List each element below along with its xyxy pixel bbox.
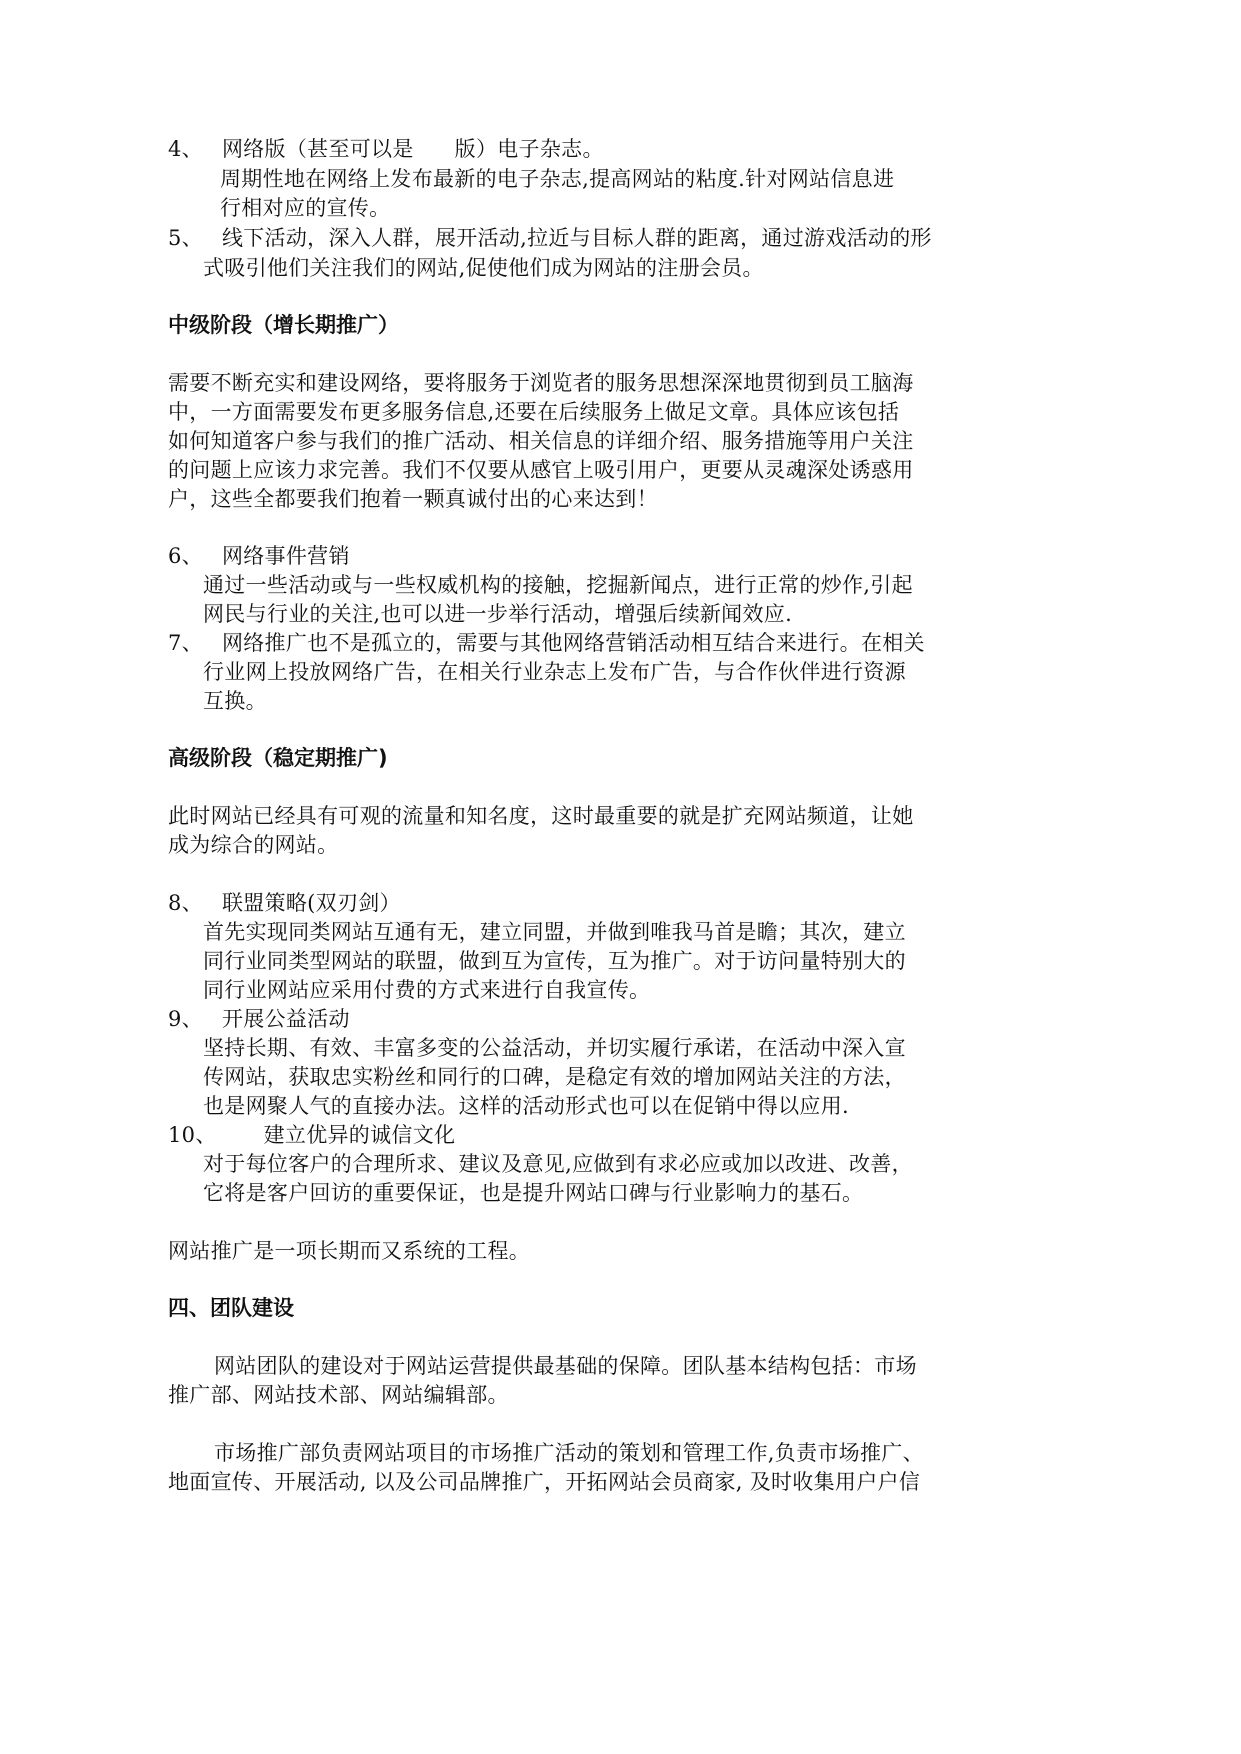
item-9-title: 开展公益活动 (221, 1007, 350, 1031)
high-para-line-2: 成为综合的网站。 (168, 833, 339, 857)
item-8-desc-line-2: 同行业同类型网站的联盟，做到互为宣传，互为推广。对于访问量特别大的 (203, 949, 906, 973)
item-7-line-1 (168, 628, 925, 658)
mid-para-line-5: 户，这些全都要我们抱着一颗真诚付出的心来达到！ (168, 487, 658, 511)
item-4-desc-line-2: 行相对应的宣传。 (220, 196, 391, 220)
item-5-line-2: 式吸引他们关注我们的网站,促使他们成为网站的注册会员。 (203, 256, 764, 280)
item-10-desc-line-1: 对于每位客户的合理所求、建议及意见,应做到有求必应或加以改进、改善， (203, 1152, 913, 1176)
item-9-desc-line-1: 坚持长期、有效、丰富多变的公益活动，并切实履行承诺，在活动中深入宣 (203, 1036, 906, 1060)
team-para1-line-1: 网站团队的建设对于网站运营提供最基础的保障。团队基本结构包括：市场 (214, 1354, 917, 1378)
item-10-title: 建立优异的诚信文化 (263, 1123, 456, 1147)
item-7-text-line-1: 网络推广也不是孤立的，需要与其他网络营销活动相互结合来进行。在相关 (221, 631, 925, 655)
mid-para-line-2: 中，一方面需要发布更多服务信息,还要在后续服务上做足文章。具体应该包括 (168, 400, 900, 424)
summary-text: 网站推广是一项长期而又系统的工程。 (168, 1239, 531, 1263)
team-para1-line-2: 推广部、网站技术部、网站编辑部。 (168, 1383, 509, 1407)
item-4-title-part2: 版）电子杂志。 (454, 137, 604, 161)
item-7-number: 7、 (168, 631, 203, 655)
item-4-title-part1: 网络版（甚至可以是 (221, 137, 414, 161)
item-4-desc-line-1: 周期性地在网络上发布最新的电子杂志,提高网站的粘度.针对网站信息进 (220, 167, 895, 191)
item-9-desc-line-2: 传网站，获取忠实粉丝和同行的口碑，是稳定有效的增加网站关注的方法， (203, 1065, 906, 1089)
team-para2-line-2: 地面宣传、开展活动, 以及公司品牌推广，开拓网站会员商家, 及时收集用户户信 (168, 1470, 921, 1494)
item-7-line-2: 行业网上投放网络广告，在相关行业杂志上发布广告，与合作伙伴进行资源 (203, 660, 906, 684)
item-8-number: 8、 (168, 891, 203, 915)
section-heading-team: 四、团队建设 (168, 1296, 294, 1320)
item-6-number: 6、 (168, 544, 203, 568)
item-6-title: 网络事件营销 (221, 544, 350, 568)
item-5-number: 5、 (168, 226, 203, 250)
item-8-desc-line-1: 首先实现同类网站互通有无，建立同盟，并做到唯我马首是瞻；其次，建立 (203, 920, 906, 944)
item-7-line-3: 互换。 (203, 689, 267, 713)
item-10-title-line (168, 1120, 455, 1150)
item-6-desc-line-1: 通过一些活动或与一些权威机构的接触，挖掘新闻点，进行正常的炒作,引起 (203, 573, 913, 597)
item-4-number: 4、 (168, 137, 203, 161)
item-8-desc-line-3: 同行业网站应采用付费的方式来进行自我宣传。 (203, 978, 651, 1002)
team-para2-line-1: 市场推广部负责网站项目的市场推广活动的策划和管理工作,负责市场推广、 (214, 1441, 924, 1465)
mid-para-line-3: 如何知道客户参与我们的推广活动、相关信息的详细介绍、服务措施等用户关注 (168, 429, 914, 453)
item-5-text-line-1: 线下活动，深入人群，展开活动,拉近与目标人群的距离，通过游戏活动的形 (221, 226, 932, 250)
high-para-line-1: 此时网站已经具有可观的流量和知名度，这时最重要的就是扩充网站频道，让她 (168, 804, 914, 828)
item-8-title: 联盟策略(双刃剑） (221, 891, 401, 915)
item-6-title-line (168, 541, 350, 571)
mid-para-line-4: 的问题上应该力求完善。我们不仅要从感官上吸引用户，更要从灵魂深处诱惑用 (168, 458, 914, 482)
item-10-desc-line-2: 它将是客户回访的重要保证，也是提升网站口碑与行业影响力的基石。 (203, 1181, 864, 1205)
item-9-number: 9、 (168, 1007, 203, 1031)
item-9-desc-line-3: 也是网聚人气的直接办法。这样的活动形式也可以在促销中得以应用. (203, 1094, 849, 1118)
mid-para-line-1: 需要不断充实和建设网络，要将服务于浏览者的服务思想深深地贯彻到员工脑海 (168, 371, 914, 395)
item-9-title-line (168, 1004, 350, 1034)
section-heading-high-stage: 高级阶段（稳定期推广) (168, 746, 388, 770)
item-5-line-1 (168, 223, 932, 253)
item-6-desc-line-2: 网民与行业的关注,也可以进一步举行活动，增强后续新闻效应. (203, 602, 793, 626)
item-10-number: 10、 (168, 1123, 217, 1147)
section-heading-mid-stage: 中级阶段（增长期推广） (168, 313, 399, 337)
item-8-title-line (168, 888, 401, 918)
item-4-title-line (168, 134, 604, 164)
